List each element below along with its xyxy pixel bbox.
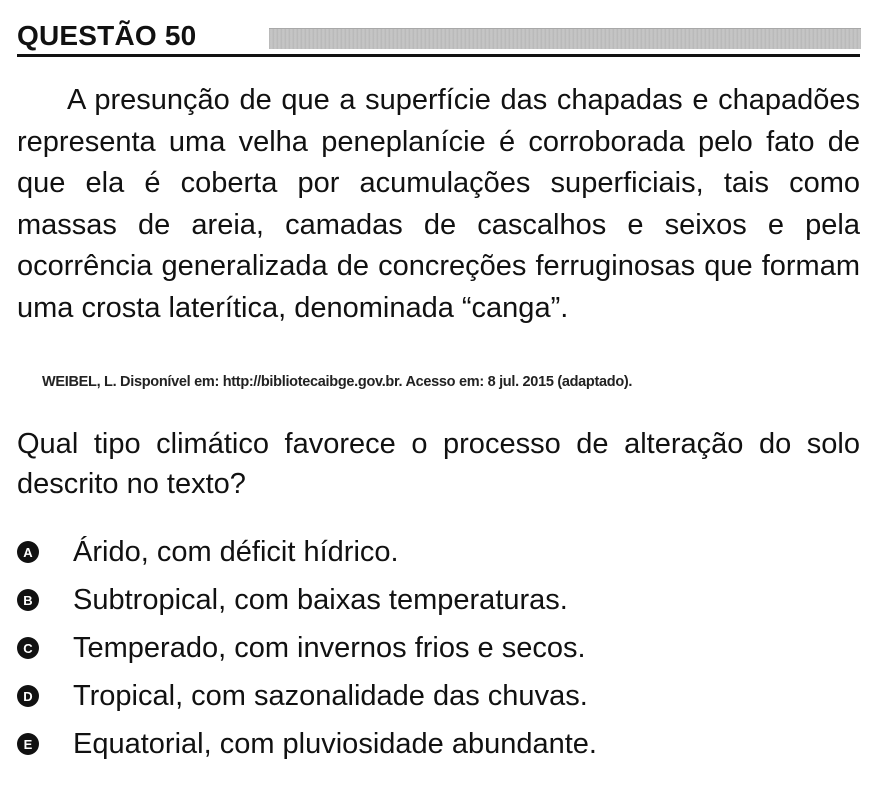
option-text: Tropical, com sazonalidade das chuvas. xyxy=(73,680,588,712)
option-letter-badge: A xyxy=(17,541,39,563)
answer-option-e[interactable] xyxy=(17,720,860,768)
passage-text: A presunção de que a superfície das chapadas e chapadões representa uma velha peneplanície é corroborada pelo fato de que ela é coberta por acumulações superficiais, tais como massas de areia, camadas de cascalhos e seixos e pela ocorrência generalizada de concreções ferruginosas que formam uma crosta laterítica, denominada “canga”. xyxy=(17,84,860,324)
option-letter-badge: E xyxy=(17,733,39,755)
header-decorative-bar xyxy=(269,28,861,49)
option-text: Subtropical, com baixas temperaturas. xyxy=(73,584,568,616)
question-header xyxy=(17,20,860,60)
option-letter-badge: D xyxy=(17,685,39,707)
option-letter-badge: C xyxy=(17,637,39,659)
answer-option-d[interactable] xyxy=(17,672,860,720)
header-divider xyxy=(17,54,860,57)
answer-option-c[interactable] xyxy=(17,624,860,672)
answer-option-b[interactable] xyxy=(17,576,860,624)
answer-options xyxy=(17,528,860,768)
answer-option-a[interactable] xyxy=(17,528,860,576)
question-title: QUESTÃO 50 xyxy=(17,20,197,51)
option-text: Temperado, com invernos frios e secos. xyxy=(73,632,586,664)
option-text: Árido, com déficit hídrico. xyxy=(73,536,399,568)
question-prompt: Qual tipo climático favorece o processo de alteração do solo descrito no texto? xyxy=(17,428,860,500)
option-text: Equatorial, com pluviosidade abundante. xyxy=(73,728,597,760)
source-citation: WEIBEL, L. Disponível em: http://bibliotecaibge.gov.br. Acesso em: 8 jul. 2015 (adaptado). xyxy=(42,374,633,390)
option-letter-badge: B xyxy=(17,589,39,611)
